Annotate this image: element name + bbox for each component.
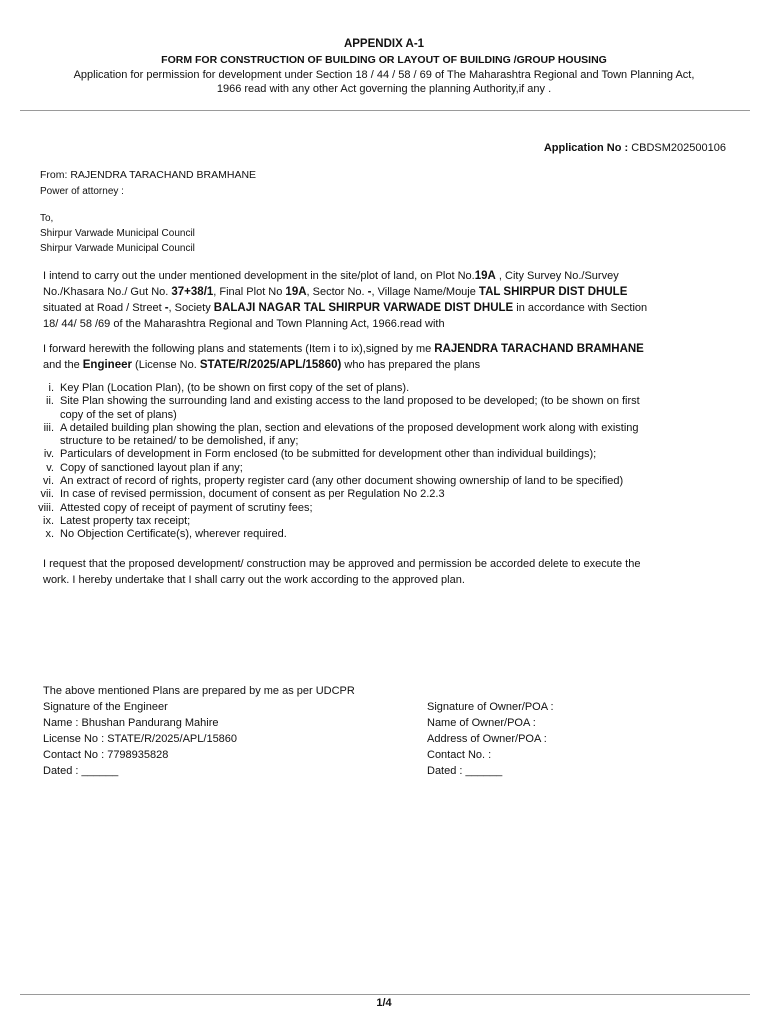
engineer-signature-block <box>43 683 355 779</box>
text-run: , Sector No. <box>306 286 368 298</box>
text-run: who has prepared the plans <box>341 359 481 371</box>
page-number: 1/4 <box>376 997 392 1009</box>
enclosure-item <box>28 528 728 541</box>
item-text: structure to be retained/ to be demolished, if any; <box>60 435 299 448</box>
engineer-dated: Dated : ______ <box>43 765 119 777</box>
item-number: iv. <box>43 448 54 461</box>
owner-address: Address of Owner/POA : <box>427 733 547 745</box>
application-number-value: CBDSM202500106 <box>631 142 726 154</box>
item-text: Particulars of development in Form enclosed (to be submitted for development other than individual buildings); <box>60 448 597 461</box>
prepared-statement: The above mentioned Plans are prepared by me as per UDCPR <box>43 685 355 697</box>
from-line: From: RAJENDRA TARACHAND BRAMHANE <box>40 169 257 181</box>
society-name: BALAJI NAGAR TAL SHIRPUR VARWADE DIST DHULE <box>213 302 514 314</box>
text-run: (License No. <box>131 359 200 371</box>
recipient-line: Shirpur Varwade Municipal Council <box>40 228 195 239</box>
sector-number: - <box>367 286 372 298</box>
enclosures-list <box>28 382 728 542</box>
text-run: No./Khasara No./ Gut No. <box>43 286 172 298</box>
enclosure-item <box>28 475 728 488</box>
plot-number: 19A <box>474 270 496 282</box>
item-text: Attested copy of receipt of payment of scrutiny fees; <box>60 501 313 514</box>
footer-divider <box>20 994 750 995</box>
text-run: and the <box>43 359 83 371</box>
text-run: I request that the proposed development/ construction may be approved and permission be accorded delete to execute the <box>43 558 641 570</box>
owner-name-field: Name of Owner/POA : <box>427 717 536 729</box>
item-number: v. <box>46 461 54 474</box>
recipient-block <box>40 211 195 256</box>
header-divider <box>20 110 750 111</box>
owner-signature-block <box>427 699 554 779</box>
enclosure-item <box>28 382 728 395</box>
enclosure-item <box>28 462 728 475</box>
text-run: , Village Name/Mouje <box>371 286 479 298</box>
item-number: x. <box>45 528 54 541</box>
item-text: Site Plan showing the surrounding land and existing access to the land proposed to be developed; (to be shown on first <box>60 395 640 408</box>
form-subtitle: FORM FOR CONSTRUCTION OF BUILDING OR LAYOUT OF BUILDING /GROUP HOUSING <box>161 54 607 66</box>
enclosure-item <box>28 448 728 461</box>
text-run: , City Survey No./Survey <box>495 270 619 282</box>
forward-paragraph <box>43 341 733 373</box>
engineer-role: Engineer <box>82 359 132 371</box>
enclosure-item <box>28 435 728 448</box>
road-name: - <box>164 302 169 314</box>
enclosure-item <box>28 395 728 408</box>
item-number: viii. <box>38 501 54 514</box>
village-name: TAL SHIRPUR DIST DHULE <box>478 286 628 298</box>
owner-dated: Dated : ______ <box>427 765 503 777</box>
engineer-name: Name : Bhushan Pandurang Mahire <box>43 717 219 729</box>
owner-name: RAJENDRA TARACHAND BRAMHANE <box>434 343 644 355</box>
item-text: copy of the set of plans) <box>60 408 177 421</box>
item-number: ix. <box>43 514 54 527</box>
power-of-attorney: Power of attorney : <box>40 186 124 197</box>
owner-contact: Contact No. : <box>427 749 492 761</box>
text-run: I intend to carry out the under mentioned development in the site/plot of land, on Plot No. <box>43 270 475 282</box>
item-number: vii. <box>40 488 54 501</box>
text-run: work. I hereby undertake that I shall carry out the work according to the approved plan. <box>43 574 465 586</box>
item-text: A detailed building plan showing the plan, section and elevations of the proposed development work along with existing <box>60 421 639 434</box>
item-number <box>28 409 60 422</box>
application-number <box>544 142 726 154</box>
final-plot-number: 19A <box>285 286 307 298</box>
item-text: Latest property tax receipt; <box>60 514 191 527</box>
application-number-label: Application No : <box>543 142 629 154</box>
text-run: 18/ 44/ 58 /69 of the Maharashtra Regional and Town Planning Act, 1966.read with <box>43 318 445 330</box>
enclosure-item <box>28 422 728 435</box>
engineer-signature: Signature of the Engineer <box>43 701 168 713</box>
item-number: i. <box>48 382 54 394</box>
enclosure-item <box>28 502 728 515</box>
item-number: iii. <box>43 421 54 434</box>
owner-signature: Signature of Owner/POA : <box>427 701 554 713</box>
text-run: , Final Plot No <box>213 286 286 298</box>
to-label: To, <box>40 213 54 224</box>
item-text: In case of revised permission, document of consent as per Regulation No 2.2.3 <box>60 488 445 501</box>
text-run: in accordance with Section <box>513 302 648 314</box>
page-title: APPENDIX A-1 <box>343 38 425 50</box>
engineer-license-no: License No : STATE/R/2025/APL/15860 <box>43 733 238 745</box>
intro-line: Application for permission for development under Section 18 / 44 / 58 / 69 of The Maharashtra Regional and Town Planning Act, <box>73 69 695 81</box>
text-run: situated at Road / Street <box>43 302 165 314</box>
item-number: ii. <box>46 395 54 408</box>
enclosure-item <box>28 488 728 501</box>
intent-paragraph <box>43 268 733 332</box>
enclosure-item <box>28 409 728 422</box>
engineer-contact: Contact No : 7798935828 <box>43 749 169 761</box>
request-paragraph <box>43 556 733 588</box>
recipient-line: Shirpur Varwade Municipal Council <box>40 243 195 254</box>
text-run: , Society <box>168 302 214 314</box>
intro-line: 1966 read with any other Act governing the planning Authority,if any . <box>216 83 552 95</box>
item-number: vi. <box>43 475 54 488</box>
item-text: Key Plan (Location Plan), (to be shown on first copy of the set of plans). <box>60 382 410 394</box>
gut-number: 37+38/1 <box>171 286 214 298</box>
engineer-license: STATE/R/2025/APL/15860) <box>199 359 342 371</box>
item-number <box>28 435 60 448</box>
item-text: No Objection Certificate(s), wherever required. <box>60 528 287 541</box>
intro-text <box>20 68 748 96</box>
text-run: I forward herewith the following plans and statements (Item i to ix),signed by me <box>43 343 435 355</box>
item-text: Copy of sanctioned layout plan if any; <box>60 461 243 474</box>
item-text: An extract of record of rights, property register card (any other document showing ownership of land to be specified) <box>60 475 624 488</box>
enclosure-item <box>28 515 728 528</box>
